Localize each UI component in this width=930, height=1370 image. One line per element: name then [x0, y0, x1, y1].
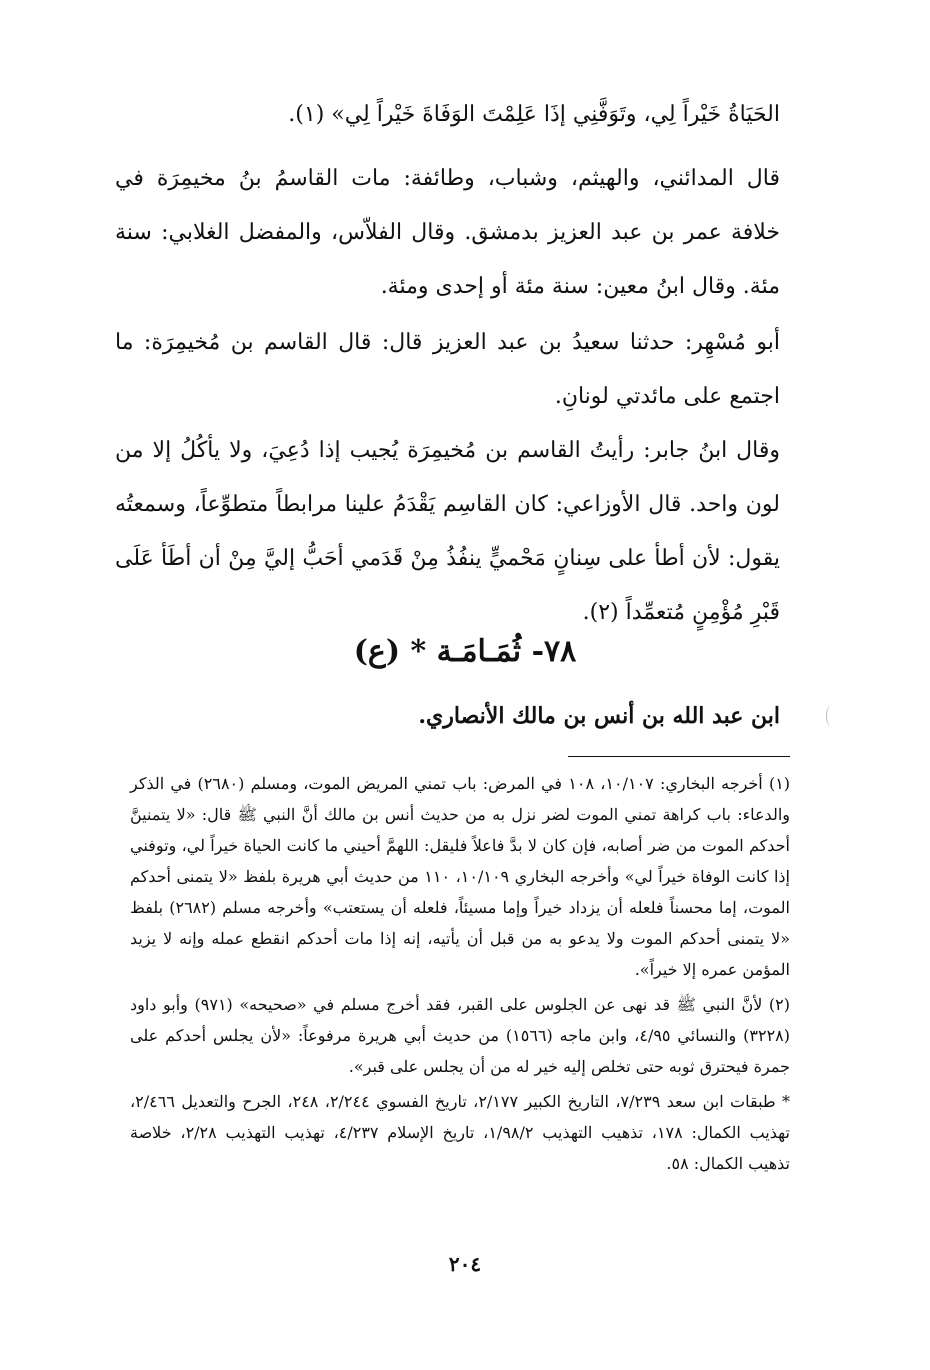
footnote-divider — [568, 756, 790, 757]
footnote-sources: * طبقات ابن سعد ٧/٢٣٩، التاريخ الكبير ٢/١٧٧، تاريخ الفسوي ٢/٢٤٤، ٢٤٨، الجرح والتعديل ٢/٤٦٦، تهذيب الكمال: ١٧٨، تذهيب التهذيب ١/٩٨/٢، تاريخ الإسلام ٤/٢٣٧، تهذيب التهذيب ٢/٢٨، خلاصة تذهيب الكمال: ٥٨. — [130, 1092, 791, 1173]
paragraph-ibn-jabir: وقال ابنُ جابر: رأيتُ القاسم بن مُخيمِرَة يُجيب إذا دُعِيَ، ولا يأكُلُ إلا من لون واحد. قال الأوزاعي: كان القاسِم يَقْدَمُ علينا مرابطاً متطوِّعاً، وسمعتُه يقول: لأن أطأ على سِنانٍ مَحْميٍّ ينفُذُ مِنْ قَدَمي أحَبُّ إليَّ مِنْ أن أطَأ عَلَى قَبْرِ مُؤْمِنٍ مُتعمِّداً (٢). — [115, 438, 780, 625]
page-number: ٢٠٤ — [448, 1252, 482, 1276]
paragraph-hadith-ending: الحَيَاةُ خَيْراً لِي، وتَوَفَّنِي إذَا عَلِمْتَ الوَفَاةَ خَيْراً لِي» (١). — [288, 102, 780, 127]
paragraph-abu-mushir: أبو مُسْهِر: حدثنا سعيدُ بن عبد العزيز قال: قال القاسم بن مُخيمِرَة: ما اجتمع على مائدتي لونانِ. — [115, 330, 780, 409]
entry-lineage: ابن عبد الله بن أنس بن مالك الأنصاري. — [418, 703, 780, 729]
footnote-2: (٢) لأنَّ النبي ﷺ قد نهى عن الجلوس على القبر، فقد أخرج مسلم في «صحيحه» (٩٧١) وأبو داود (٣٢٢٨) والنسائي ٤/٩٥، وابن ماجه (١٥٦٦) من حديث أبي هريرة مرفوعاً: «لأن يجلس أحدكم على جمرة فيحترق ثوبه حتى تخلص إليه خير له من أن يجلس على قبر». — [130, 995, 791, 1076]
margin-mark — [826, 706, 835, 726]
paragraph-death-date: قال المدائني، والهيثم، وشباب، وطائفة: مات القاسمُ بنُ مخيمِرَة في خلافة عمر بن عبد العزيز بدمشق. وقال الفلاّس، والمفضل الغلابي: سنة مئة. وقال ابنُ معين: سنة مئة أو إحدى ومئة. — [115, 166, 780, 299]
entry-heading: ٧٨- ثُمَـامَـة * (ع) — [353, 634, 577, 669]
footnotes — [130, 768, 790, 1183]
footnote-1: (١) أخرجه البخاري: ١٠/١٠٧، ١٠٨ في المرض: باب تمني المريض الموت، ومسلم (٢٦٨٠) في الذكر والدعاء: باب كراهة تمني الموت لضر نزل به من حديث أنس بن مالك أنَّ النبي ﷺ قال: «لا يتمنينَّ أحدكم الموت من ضر أصابه، فإن كان لا بدَّ فاعلاً فليقل: اللهمَّ أحيني ما كانت الحياة خيراً لي، وتوفني إذا كانت الوفاة خيراً لي» وأخرجه البخاري ١٠/١٠٩، ١١٠ من حديث أبي هريرة بلفظ «لا يتمنى أحدكم الموت، إما محسناً فلعله أن يزداد خيراً وإما مسيئاً، فلعله أن يستعتب» وأخرجه مسلم (٢٦٨٢) بلفظ «لا يتمنى أحدكم الموت ولا يدعو به من قبل أن يأتيه، إنه إذا مات أحدكم انقطع عمله وإنه لا يزيد المؤمن عمره إلا خيراً». — [130, 774, 791, 979]
